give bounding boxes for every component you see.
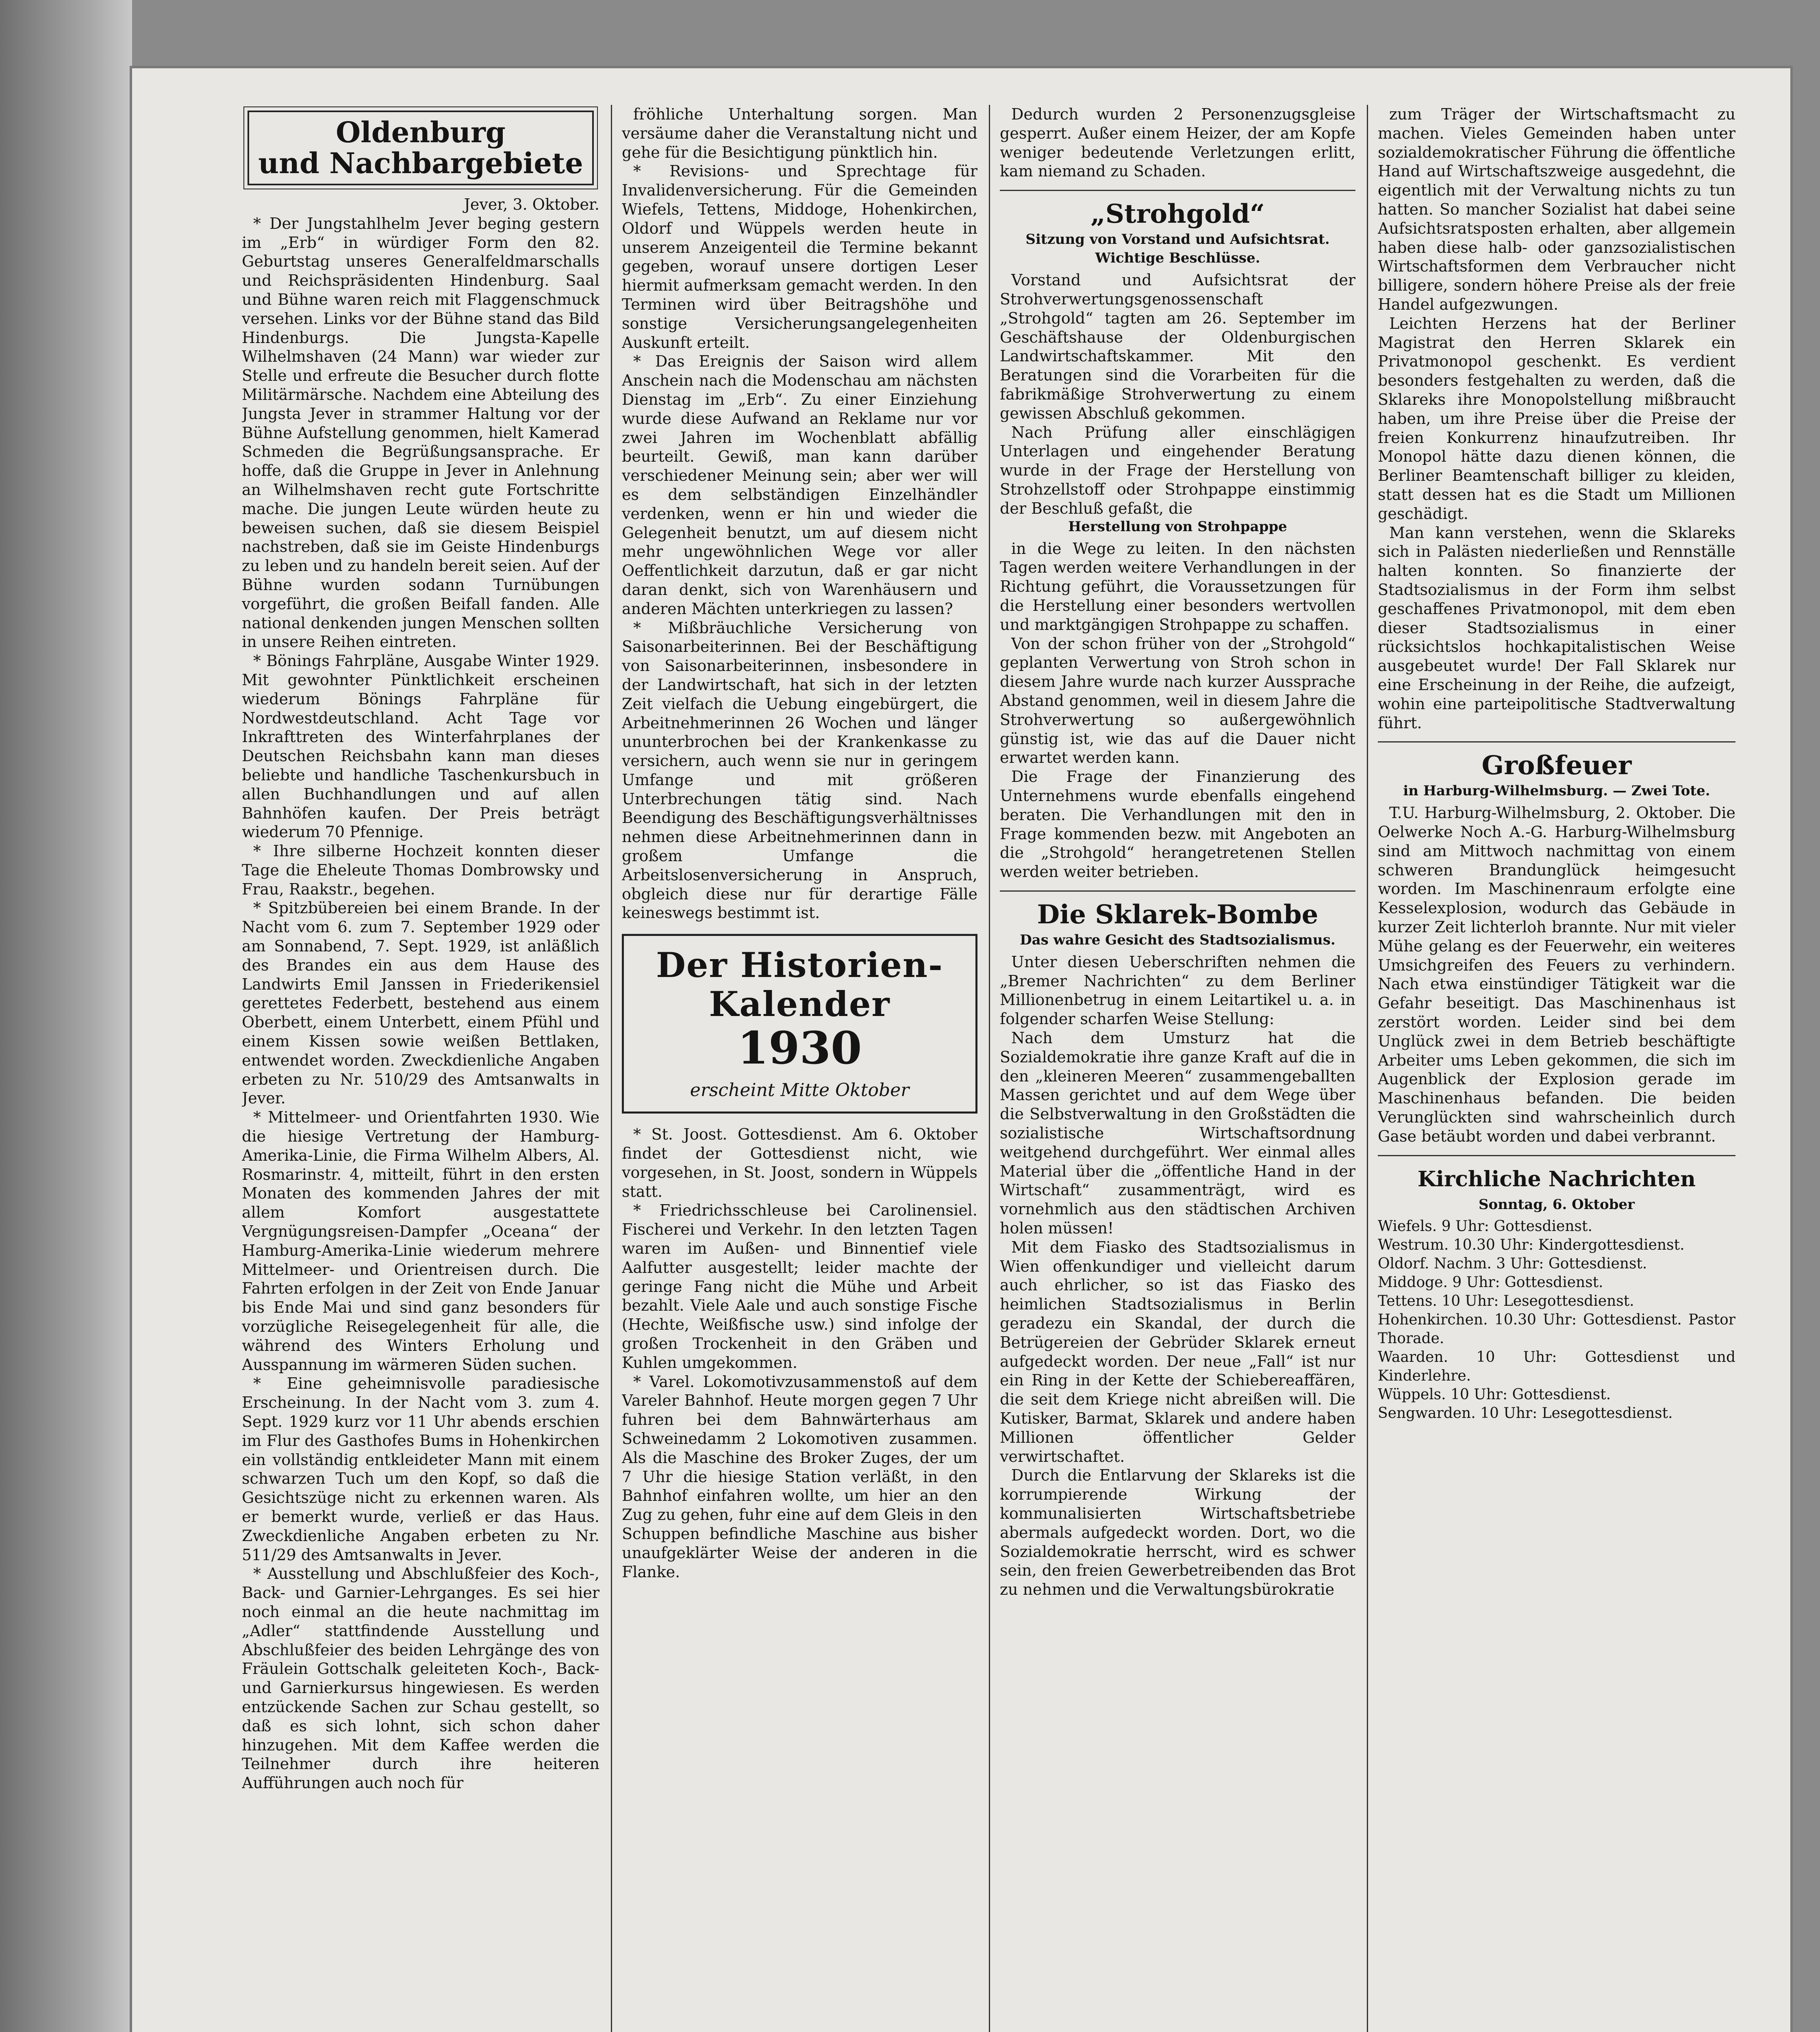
article-paragraph: Nach dem Umsturz hat die Sozialdemokratie ihre ganze Kraft auf die in den „kleineren Meeren“ zusammengeballten Massen gerichtet und auf dem Wege über die Selbstverwaltung in den Großstädten die sozialistische Wirtschaftsordnung weitgehend durchgeführt. Wer einmal alles Material über die „öffentliche Hand in der Wirtschaft“ zusammenträgt, wird es vornehmlich aus den städtischen Archiven holen müssen! (1000, 1029, 1355, 1237)
column-4 (1378, 105, 1735, 2032)
service-item: Waarden. 10 Uhr: Gottesdienst und Kinderlehre. (1378, 1348, 1735, 1384)
column-rule (989, 105, 990, 2032)
article-paragraph: * Der Jungstahlhelm Jever beging gestern im „Erb“ in würdiger Form den 82. Geburtstag unseres Generalfeldmarschalls und Reichspräsidenten Hindenburg. Saal und Bühne waren reich mit Flaggenschmuck versehen. Links vor der Bühne stand das Bild Hindenburgs. Die Jungsta-Kapelle Wilhelmshaven (24 Mann) war wieder zur Stelle und erfreute die Besucher durch flotte Militärmärsche. Nachdem eine Abteilung des Jungsta Jever in strammer Haltung vor der Bühne Aufstellung genommen, hielt Kamerad Schmeden die Begrüßungsansprache. Er hoffe, daß die Gruppe in Jever in Anlehnung an Wilhelmshaven recht gute Fortschritte mache. Die jungen Leute würden heute zu beweisen suchen, daß sie diesem Beispiel nachstreben, daß sie im Geiste Hindenburgs zu leben und zu handeln bereit seien. Auf der Bühne wurden sodann Turnübungen vorgeführt, die großen Beifall fanden. Alle national denkenden jungen Menschen sollten in unsere Reihen eintreten. (242, 214, 599, 651)
article-paragraph: * Varel. Lokomotivzusammenstoß auf dem Vareler Bahnhof. Heute morgen gegen 7 Uhr fuhren bei dem Bahnwärterhaus am Schweinedamm 2 Lokomotiven zusammen. Als die Maschine des Broker Zuges, der um 7 Uhr die hiesige Station verläßt, in den Bahnhof einfahren wollte, um hier an den Zug zu gehen, fuhr eine auf dem Gleis in den Schuppen befindliche Maschine aus bisher unaufgeklärter Weise der anderen in die Flanke. (622, 1372, 977, 1581)
service-item: Wüppels. 10 Uhr: Gottesdienst. (1378, 1386, 1611, 1403)
section-divider (1378, 1155, 1735, 1156)
article-paragraph: * Mißbräuchliche Versicherung von Saisonarbeiterinnen. Bei der Beschäftigung von Saisonarbeiterinnen, insbesondere in der Landwirtschaft, hat sich in der letzten Zeit vielfach die Uebung eingebürgert, die Arbeitnehmerinnen 26 Wochen und länger ununterbrochen bei der Krankenkasse zu versichern, auch wenn sie nur in geringem Umfange und mit größeren Unterbrechungen tätig sind. Nach Beendigung des Beschäftigungsverhältnisses nehmen diese Arbeitnehmerinnen dann in großem Umfange die Arbeitslosenversicherung in Anspruch, obgleich diese nur für derartige Fälle keineswegs bestimmt ist. (622, 619, 977, 922)
article-paragraph: * Ihre silberne Hochzeit konnten dieser Tage die Eheleute Thomas Dombrowsky und Frau, Raakstr., begehen. (242, 842, 599, 898)
service-item: Middoge. 9 Uhr: Gottesdienst. (1378, 1274, 1603, 1291)
column-3 (1000, 105, 1355, 2032)
article-paragraph: Unter diesen Ueberschriften nehmen die „Bremer Nachrichten“ zu dem Berliner Millionenbetrug in einem Leitartikel u. a. in folgender scharfen Weise Stellung: (1000, 953, 1355, 1028)
article-paragraph: * Spitzbübereien bei einem Brande. In der Nacht vom 6. zum 7. September 1929 oder am Sonnabend, 7. Sept. 1929, ist anläßlich des Brandes ein aus dem Hause des Landwirts Emil Janssen in Friederikensiel gerettetes Federbett, bestehend aus einem Oberbett, einem Unterbett, einem Pfühl und einem Kissen sowie weißen Bettlaken, entwendet worden. Zweckdienliche Angaben erbeten zu Nr. 510/29 des Amtsanwalts in Jever. (242, 899, 599, 1107)
article-paragraph: * Ausstellung und Abschlußfeier des Koch-, Back- und Garnier-Lehrganges. Es sei hier noch einmal an die heute nachmittag im „Adler“ stattfindende Ausstellung und Abschlußfeier des beiden Lehrgänge des von Fräulein Gottschalk geleiteten Koch-, Back- und Garnierkursus hingewiesen. Es werden entzückende Sachen zur Schau gestellt, so daß es sich lohnt, sich schon daher hinzugehen. Mit dem Kaffee werden die Teilnehmer durch ihre heiteren Aufführungen auch noch für (242, 1565, 599, 1792)
section-divider (1000, 890, 1355, 892)
article-paragraph: fröhliche Unterhaltung sorgen. Man versäume daher die Veranstaltung nicht und gehe für die Besichtigung pünktlich hin. (622, 105, 977, 161)
section-heading-line-2: und Nachbargebiete (258, 146, 583, 180)
article-paragraph: Mit dem Fiasko des Stadtsozialismus in Wien offenkundiger und vielleicht darum auch ehrlicher, so ist das Fiasko des heimlichen Stadtsozialismus in Berlin geradezu ein Skandal, der durch die Betrügereien der Gebrüder Sklarek erneut aufgedeckt worden. Der neue „Fall“ ist nur ein Ring in der Kette der Schiebereaffären, die seit dem Kriege nicht abreißen will. Die Kutisker, Barmat, Sklarek und andere haben Millionen öffentlicher Gelder verwirtschaftet. (1000, 1238, 1355, 1465)
church-service-list (1378, 1217, 1735, 1423)
article-paragraph: * Eine geheimnisvolle paradiesische Erscheinung. In der Nacht vom 3. zum 4. Sept. 1929 kurz vor 11 Uhr abends erschien im Flur des Gasthofes Bums in Hohenkirchen ein vollständig entkleideter Mann mit einem schwarzen Tuch um den Kopf, so daß die Gesichtszüge nicht zu erkennen waren. Als er bemerkt wurde, verließ er das Haus. Zweckdienliche Angaben erbeten zu Nr. 511/29 des Amtsanwalts in Jever. (242, 1374, 599, 1564)
article-paragraph: zum Träger der Wirtschaftsmacht zu machen. Vieles Gemeinden haben unter sozialdemokratischer Führung die öffentliche Hand auf Wirtschaftszweige ausgedehnt, die eigentlich mit der Verwaltung nichts zu tun hatten. So mancher Sozialist hat dabei seine Aufsichtsratsposten erhalten, aber allgemein haben diese halb- oder ganzsozialistischen Wirtschaftsformen dem Verbraucher nicht billigere, sondern höhere Preise als der freie Handel aufgezwungen. (1378, 105, 1735, 313)
advert-subtitle: erscheint Mitte Oktober (690, 1080, 910, 1101)
article-paragraph: * Revisions- und Sprechtage für Invalidenversicherung. Für die Gemeinden Wiefels, Tettens, Middoge, Hohenkirchen, Oldorf und Wüppels werden heute in unserem Anzeigenteil die Termine bekannt gegeben, worauf unsere dortigen Leser hiermit aufmerksam gemacht werden. In den Terminen wird über Beitragshöhe und sonstige Versicherungsangelegenheiten Auskunft erteilt. (622, 162, 977, 352)
column-rule (1367, 105, 1368, 2032)
article-paragraph: Man kann verstehen, wenn die Sklareks sich in Palästen niederließen und Rennställe halten konnten. So finanzierte der Stadtsozialismus in der Form ihm selbst geschaffenes Privatmonopol, mit dem eben dieser Stadtsozialismus in einer rücksichtslos hochkapitalistischen Weise ausgebeutet wurde! Der Fall Sklarek nur eine Erscheinung in der Reihe, die aufzeigt, wohin eine parteipolitische Stadtverwaltung führt. (1378, 523, 1735, 732)
column-2 (622, 105, 977, 2032)
article-subheading: Sitzung von Vorstand und Aufsichtsrat. (1025, 231, 1330, 248)
article-paragraph: in die Wege zu leiten. In den nächsten Tagen werden weitere Verhandlungen in der Richtung geführt, die Voraussetzungen für die Herstellung einer besonders wertvollen und marktgängigen Strohpappe zu schaffen. (1000, 539, 1355, 634)
advert-title: Der Historien-Kalender (656, 945, 943, 1025)
column-1 (242, 105, 599, 2032)
article-paragraph: Nach Prüfung aller einschlägigen Unterlagen und eingehender Beratung wurde in der Frage der Herstellung von Strohzellstoff oder Strohpappe einstimmig der Beschluß gefaßt, die (1000, 423, 1355, 517)
service-item: Oldorf. Nachm. 3 Uhr: Gottesdienst. (1378, 1255, 1647, 1272)
article-paragraph: * Das Ereignis der Saison wird allem Anschein nach die Modenschau am nächsten Dienstag im „Erb“. Zu einer Einziehung wurde diese Aufwand an Reklame nur vor zwei Jahren im Wochenblatt abfällig beurteilt. Gewiß, man kann darüber verschiedener Meinung sein; aber wer will es dem selbständigen Einzelhändler verdenken, wenn er hin und wieder die Gelegenheit benutzt, um auf diesem nicht mehr ungewöhnlichen Wege vor aller Oeffentlichkeit darzutun, daß er gar nicht daran denkt, sich von Warenhäusern und anderen Mächten unterkriegen zu lassen? (622, 352, 977, 618)
article-paragraph: Dedurch wurden 2 Personenzugsgleise gesperrt. Außer einem Heizer, der am Kopfe weniger bedeutende Verletzungen erlitt, kam niemand zu Schaden. (1000, 105, 1355, 180)
column-rule (611, 105, 612, 2032)
article-paragraph: * Friedrichsschleuse bei Carolinensiel. Fischerei und Verkehr. In den letzten Tagen waren im Außen- und Binnentief viele Aalfutter ausgestellt; leider machte der geringe Fang nicht die Mühe und Arbeit bezahlt. Viele Aale und auch sonstige Fische (Hechte, Weißfische usw.) sind infolge der großen Trockenheit in den Gräben und Kuhlen umgekommen. (622, 1201, 977, 1372)
service-item: Hohenkirchen. 10.30 Uhr: Gottesdienst. Pastor Thorade. (1378, 1311, 1735, 1347)
article-subheading: Wichtige Beschlüsse. (1095, 250, 1260, 267)
article-subheading: Sonntag, 6. Oktober (1478, 1196, 1635, 1213)
article-paragraph: Vorstand und Aufsichtsrat der Strohverwertungsgenossenschaft „Strohgold“ tagten am 26. September im Geschäftshause der Oldenburgischen Landwirtschaftskammer. Mit den Beratungen sind die Vorarbeiten für die fabrikmäßige Strohverwertung zu einem gewissen Abschluß gekommen. (1000, 271, 1355, 422)
dateline: Jever, 3. Oktober. (464, 195, 599, 213)
section-divider (1378, 741, 1735, 742)
article-paragraph: Durch die Entlarvung der Sklareks ist die korrumpierende Wirkung der kommunalisierten Wirtschaftsbetriebe abermals aufgedeckt worden. Dort, wo die Sozialdemokratie herrscht, wird es schwer sein, den freien Gewerbetreibenden das Brot zu nehmen und die Verwaltungsbürokratie (1000, 1466, 1355, 1599)
section-heading-line-1: Oldenburg (336, 115, 506, 149)
service-item: Tettens. 10 Uhr: Lesegottesdienst. (1378, 1292, 1634, 1309)
section-heading-box (248, 111, 594, 185)
service-item: Sengwarden. 10 Uhr: Lesegottesdienst. (1378, 1405, 1673, 1422)
article-subheading: Herstellung von Strohpappe (1068, 518, 1287, 535)
article-heading-kirchliche-nachrichten: Kirchliche Nachrichten (1417, 1166, 1696, 1192)
article-paragraph: * St. Joost. Gottesdienst. Am 6. Oktober findet der Gottesdienst nicht, wie vorgesehen, in St. Joost, sondern in Wüppels statt. (622, 1125, 977, 1201)
historien-kalender-advertisement (622, 934, 977, 1114)
newspaper-page (132, 68, 1790, 2032)
article-heading-grossfeuer: Großfeuer (1481, 750, 1632, 781)
article-paragraph: Von der schon früher von der „Strohgold“ geplanten Verwertung von Stroh schon in diesem Jahre wurde nach kurzer Aussprache Abstand genommen, weil in diesem Jahre die Strohverwertung so außergewöhnlich günstig ist, wie das auf die Dauer nicht erwartet werden kann. (1000, 634, 1355, 767)
article-heading-strohgold: „Strohgold“ (1090, 199, 1265, 230)
article-paragraph: Leichten Herzens hat der Berliner Magistrat den Herren Sklarek ein Privatmonopol geschenkt. Es verdient besonders festgehalten zu werden, daß die Sklareks ihre Monopolstellung mißbraucht haben, um ihre Preise über die Preise der freien Konkurrenz hinaufzutreiben. Ihr Monopol hätte dazu dienen können, die Berliner Beamtenschaft billiger zu kleiden, statt dessen hat es die Stadt um Millionen geschädigt. (1378, 314, 1735, 523)
article-paragraph: * Mittelmeer- und Orientfahrten 1930. Wie die hiesige Vertretung der Hamburg-Amerika-Linie, die Firma Wilhelm Albers, Al. Rosmarinstr. 4, mitteilt, führt in den ersten Monaten des kommenden Jahres der mit allem Komfort ausgestattete Vergnügungsreisen-Dampfer „Oceana“ der Hamburg-Amerika-Linie wiederum mehrere Mittelmeer- und Orientreisen durch. Die Fahrten erfolgen in der Zeit von Ende Januar bis Ende Mai und sind ganz besonders für vorzügliche Reisegelegenheit für alle, die während des Winters Erholung und Ausspannung im wärmeren Süden suchen. (242, 1108, 599, 1374)
book-binding-gutter (0, 0, 132, 2032)
service-item: Westrum. 10.30 Uhr: Kindergottesdienst. (1378, 1236, 1685, 1253)
advert-year: 1930 (737, 1022, 862, 1075)
article-paragraph: * Bönings Fahrpläne, Ausgabe Winter 1929. Mit gewohnter Pünktlichkeit erscheinen wiederum Bönings Fahrpläne für Nordwestdeutschland. Acht Tage vor Inkrafttreten des Winterfahrplanes der Deutschen Reichsbahn kann man dieses beliebte und handliche Taschenkursbuch in allen Buchhandlungen und auf allen Bahnhöfen kaufen. Der Preis beträgt wiederum 70 Pfennige. (242, 652, 599, 841)
article-subheading: Das wahre Gesicht des Stadtsozialismus. (1020, 931, 1336, 948)
article-heading-sklarek: Die Sklarek-Bombe (1037, 899, 1318, 930)
article-paragraph: T.U. Harburg-Wilhelmsburg, 2. Oktober. Die Oelwerke Noch A.-G. Harburg-Wilhelmsburg sind am Mittwoch nachmittag von einem schweren Brandunglück heimgesucht worden. Im Maschinenraum erfolgte eine Kesselexplosion, wodurch das Gebäude in kurzer Zeit lichterloh brannte. Nur mit vieler Mühe gelang es der Feuerwehr, ein weiteres Umsichgreifen des Feuers zu verhindern. Nach etwa einstündiger Tätigkeit war die Gefahr beseitigt. Das Maschinenhaus ist zerstört worden. Leider sind bei dem Unglück zwei in dem Betrieb beschäftigte Arbeiter ums Leben gekommen, die sich im Augenblick der Explosion gerade im Maschinenhaus befanden. Die beiden Verunglückten sind wahrscheinlich durch Gase betäubt worden und dabei verbrannt. (1378, 804, 1735, 1145)
section-divider (1000, 190, 1355, 191)
article-paragraph: Die Frage der Finanzierung des Unternehmens wurde ebenfalls eingehend beraten. Die Verhandlungen mit den in Frage kommenden bezw. mit Angeboten an die „Strohgold“ herangetretenen Stellen werden weiter betrieben. (1000, 768, 1355, 881)
article-subheading: in Harburg-Wilhelmsburg. — Zwei Tote. (1403, 783, 1710, 799)
service-item: Wiefels. 9 Uhr: Gottesdienst. (1378, 1218, 1592, 1235)
